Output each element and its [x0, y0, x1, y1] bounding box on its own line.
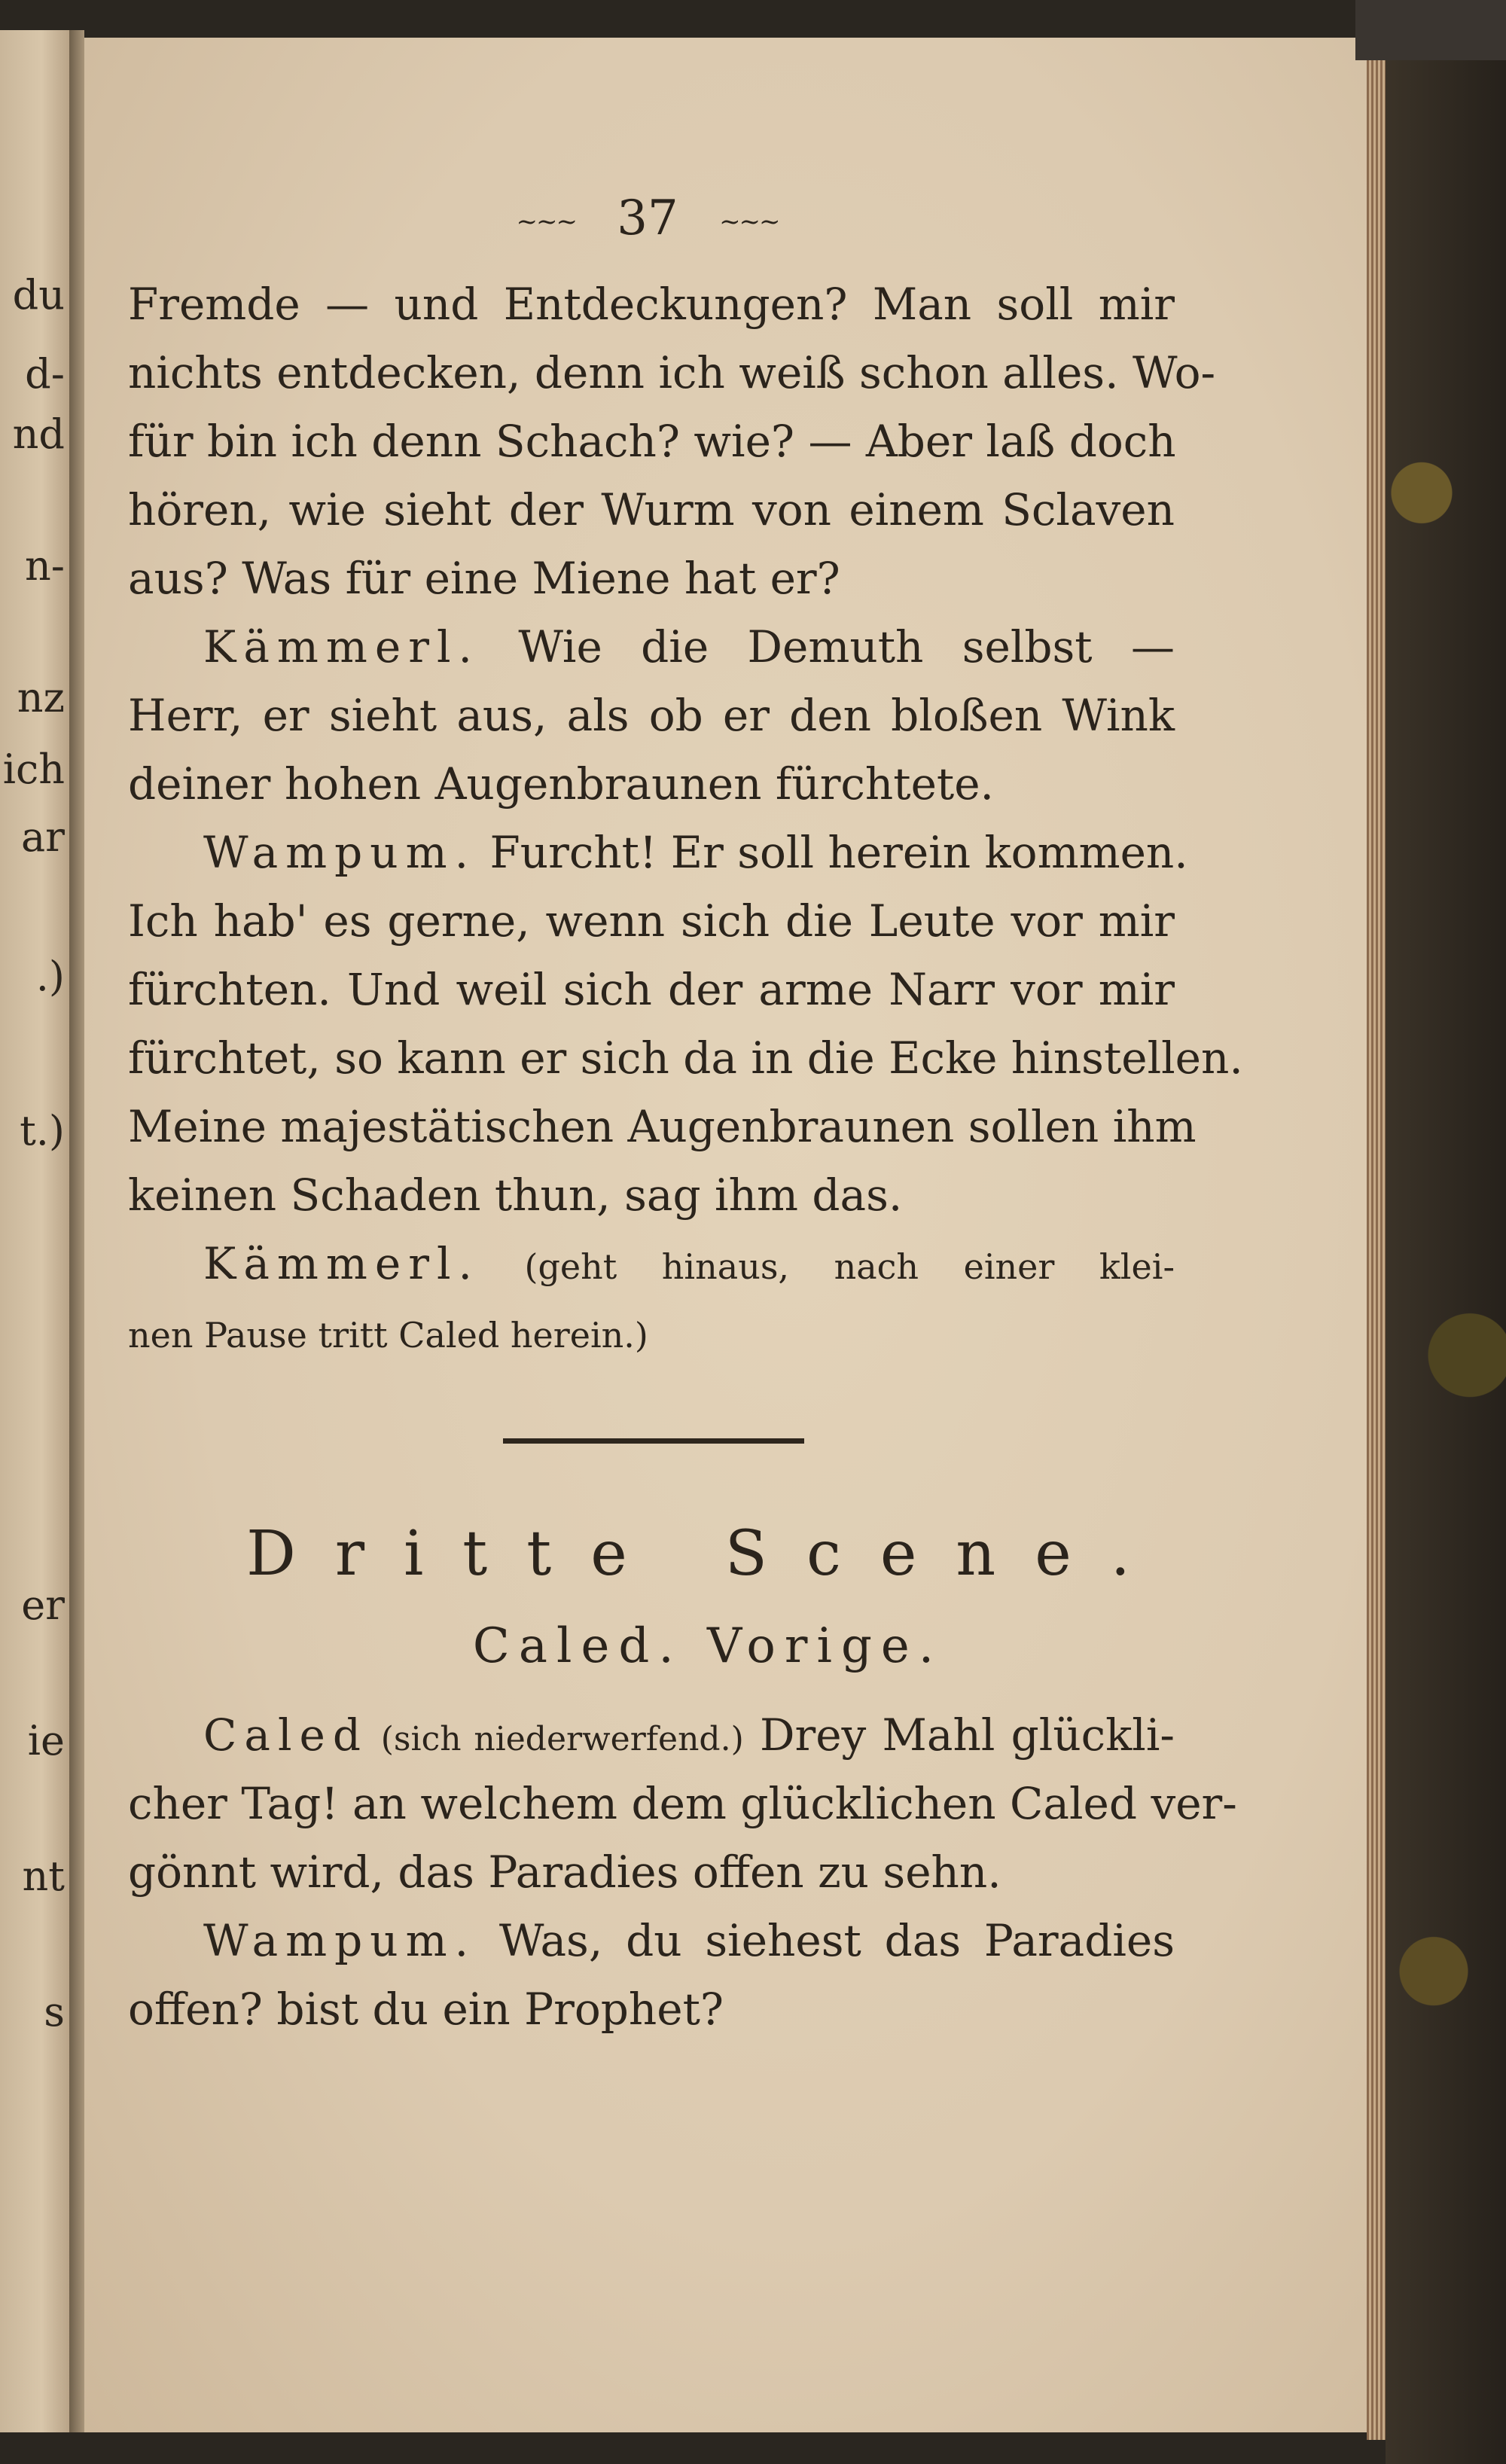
- text-line: [203, 1915, 1175, 1966]
- speaker-name: Wampum.: [203, 827, 477, 878]
- left-page-fragment: .): [35, 953, 65, 1000]
- line-text: offen? bist du ein Prophet?: [128, 1984, 724, 2035]
- scene-divider-rule: [503, 1438, 804, 1444]
- line-text: hören, wie sieht der Wurm von einem Sclaven: [128, 484, 1175, 535]
- line-text: Drey Mahl glückli-: [743, 1709, 1175, 1761]
- left-page-fragment: t.): [20, 1107, 65, 1154]
- text-line: [128, 347, 1216, 398]
- text-line: [203, 827, 1188, 878]
- line-text: für bin ich denn Schach? wie? — Aber laß doch: [128, 416, 1176, 467]
- line-text: Herr, er sieht aus, als ob er den bloßen Wink: [128, 690, 1175, 741]
- line-text: fürchtet, so kann er sich da in die Ecke hinstellen.: [128, 1032, 1243, 1084]
- text-line: [128, 1101, 1197, 1152]
- left-page-fragment: nz: [17, 674, 65, 721]
- left-page-fragment: nd: [12, 410, 65, 458]
- line-text: keinen Schaden thun, sag ihm das.: [128, 1169, 903, 1221]
- left-page-fragment: ar: [20, 813, 65, 861]
- text-line: [128, 758, 1175, 810]
- left-page-fragment: du: [12, 271, 65, 319]
- line-text: Ich hab' es gerne, wenn sich die Leute vor mir: [128, 895, 1175, 947]
- line-text: gönnt wird, das Paradies offen zu sehn.: [128, 1846, 1001, 1898]
- line-text: Was, du siehest das Paradies: [476, 1915, 1175, 1966]
- scene-heading: Dritte Scene.: [246, 1518, 1169, 1590]
- left-page-fragment: s: [44, 1988, 65, 2036]
- speaker-name: Caled: [203, 1709, 368, 1761]
- stage-direction: (sich niederwerfend.): [367, 1720, 744, 1758]
- scene-characters: Caled. Vorige.: [472, 1618, 944, 1674]
- text-line: [128, 1169, 1175, 1221]
- text-line: [203, 1709, 1175, 1765]
- text-line: [128, 1032, 1243, 1084]
- text-line: [128, 279, 1175, 330]
- left-page-fragment: ie: [27, 1717, 65, 1764]
- text-line: [128, 1307, 1175, 1361]
- left-page-fragment: er: [21, 1581, 65, 1629]
- text-line: [128, 1778, 1237, 1829]
- folio-ornament-left: ~~~: [516, 206, 576, 237]
- line-text: Fremde — und Entdeckungen? Man soll mir: [128, 279, 1175, 330]
- line-text: Furcht! Er soll herein kommen.: [476, 827, 1188, 878]
- left-page-fragment: ich: [2, 746, 65, 793]
- text-line: [128, 964, 1175, 1015]
- stage-direction: (geht hinaus, nach einer klei-: [479, 1246, 1175, 1287]
- text-line: [128, 690, 1175, 741]
- line-text: fürchten. Und weil sich der arme Narr vor mir: [128, 964, 1175, 1015]
- left-page-fragment: nt: [22, 1853, 65, 1900]
- page-number: [489, 192, 806, 249]
- text-line: [203, 1238, 1175, 1292]
- line-text: cher Tag! an welchem dem glücklichen Caled ver-: [128, 1778, 1237, 1829]
- left-page-fragment: d-: [25, 350, 65, 398]
- text-line: [128, 416, 1175, 467]
- stage-direction: nen Pause tritt Caled herein.): [128, 1315, 648, 1356]
- speaker-name: Kämmerl.: [203, 1238, 480, 1289]
- speaker-name: Kämmerl.: [203, 621, 480, 672]
- line-text: nichts entdecken, denn ich weiß schon alles. Wo-: [128, 347, 1216, 398]
- text-line: [128, 1846, 1175, 1898]
- text-line: [128, 553, 1175, 604]
- line-text: Wie die Demuth selbst —: [479, 621, 1175, 672]
- line-text: deiner hohen Augenbraunen fürchtete.: [128, 758, 994, 810]
- folio-ornament-right: ~~~: [719, 206, 779, 237]
- text-line: [128, 1984, 1175, 2035]
- text-line: [203, 621, 1175, 672]
- left-page-fragment: n-: [24, 542, 65, 590]
- folio-number: 37: [617, 191, 678, 246]
- speaker-name: Wampum.: [203, 1915, 477, 1966]
- text-line: [128, 895, 1175, 947]
- text-line: [128, 484, 1175, 535]
- line-text: aus? Was für eine Miene hat er?: [128, 553, 840, 604]
- line-text: Meine majestätischen Augenbraunen sollen ihm: [128, 1101, 1197, 1152]
